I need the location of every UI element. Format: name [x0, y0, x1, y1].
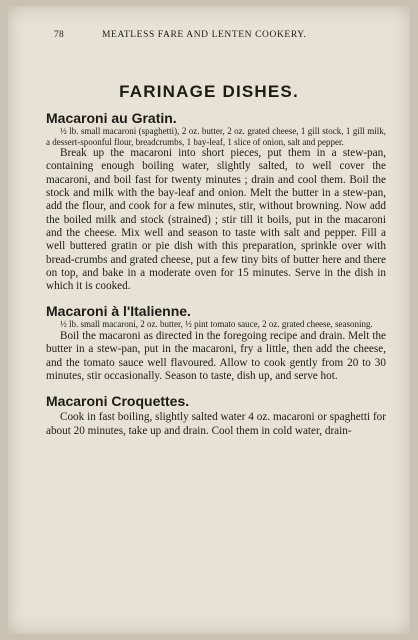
recipe-macaroni-au-gratin	[46, 110, 386, 293]
recipe-method: Cook in fast boiling, slightly salted water 4 oz. macaroni or spaghetti for about 20 minutes, take up and drain. Cool them in cold water, drain-	[46, 411, 386, 437]
recipe-macaroni-croquettes	[46, 393, 386, 438]
book-page	[8, 6, 410, 634]
recipe-ingredients: ½ lb. small macaroni (spaghetti), 2 oz. butter, 2 oz. grated cheese, 1 gill stock, 1 gill milk, a dessert-spoonful flour, breadcrumbs, 1 bay-leaf, 1 slice of onion, salt and pepper.	[46, 126, 386, 147]
recipe-method: Boil the macaroni as directed in the foregoing recipe and drain. Melt the butter in a stew-pan, put in the macaroni, fry a little, then add the cheese, and the tomato sauce well flavoured. Allow to cook gently from 20 to 30 minutes, stir occasionally. Season to taste, dish up, and serve hot.	[46, 330, 386, 382]
recipe-method: Break up the macaroni into short pieces, put them in a stew-pan, containing enough boiling water, slightly salted, to well cover the macaroni, and boil fast for twenty minutes ; drain and cool them. Boil the stock and milk with the bay-leaf and onion. Melt the butter in a stew-pan, add the flour, and cook for a few minutes, stir, without browning. Now add the boiled milk and stock (strained) ; stir till it boils, put in the macaroni and the cheese. Mix well and season to taste with salt and pepper. Fill a well buttered gratin or pie dish with this preparation, sprinkle over with bread-crumbs and grated cheese, put a few tiny bits of butter here and there on top, and bake in a moderate oven for 15 minutes. Serve in the dish in which it is cooked.	[46, 147, 386, 293]
recipe-title: Macaroni à l'Italienne.	[46, 303, 191, 320]
running-head-title: MEATLESS FARE AND LENTEN COOKERY.	[102, 30, 307, 40]
page-number: 78	[54, 30, 65, 40]
recipe-title: Macaroni au Gratin.	[46, 110, 177, 126]
page-content	[46, 110, 386, 448]
recipe-macaroni-italienne	[46, 303, 386, 383]
chapter-title: FARINAGE DISHES.	[119, 82, 299, 101]
recipe-ingredients: ½ lb. small macaroni, 2 oz. butter, ½ pint tomato sauce, 2 oz. grated cheese, seasoning.	[60, 319, 373, 330]
recipe-title: Macaroni Croquettes.	[46, 393, 190, 410]
